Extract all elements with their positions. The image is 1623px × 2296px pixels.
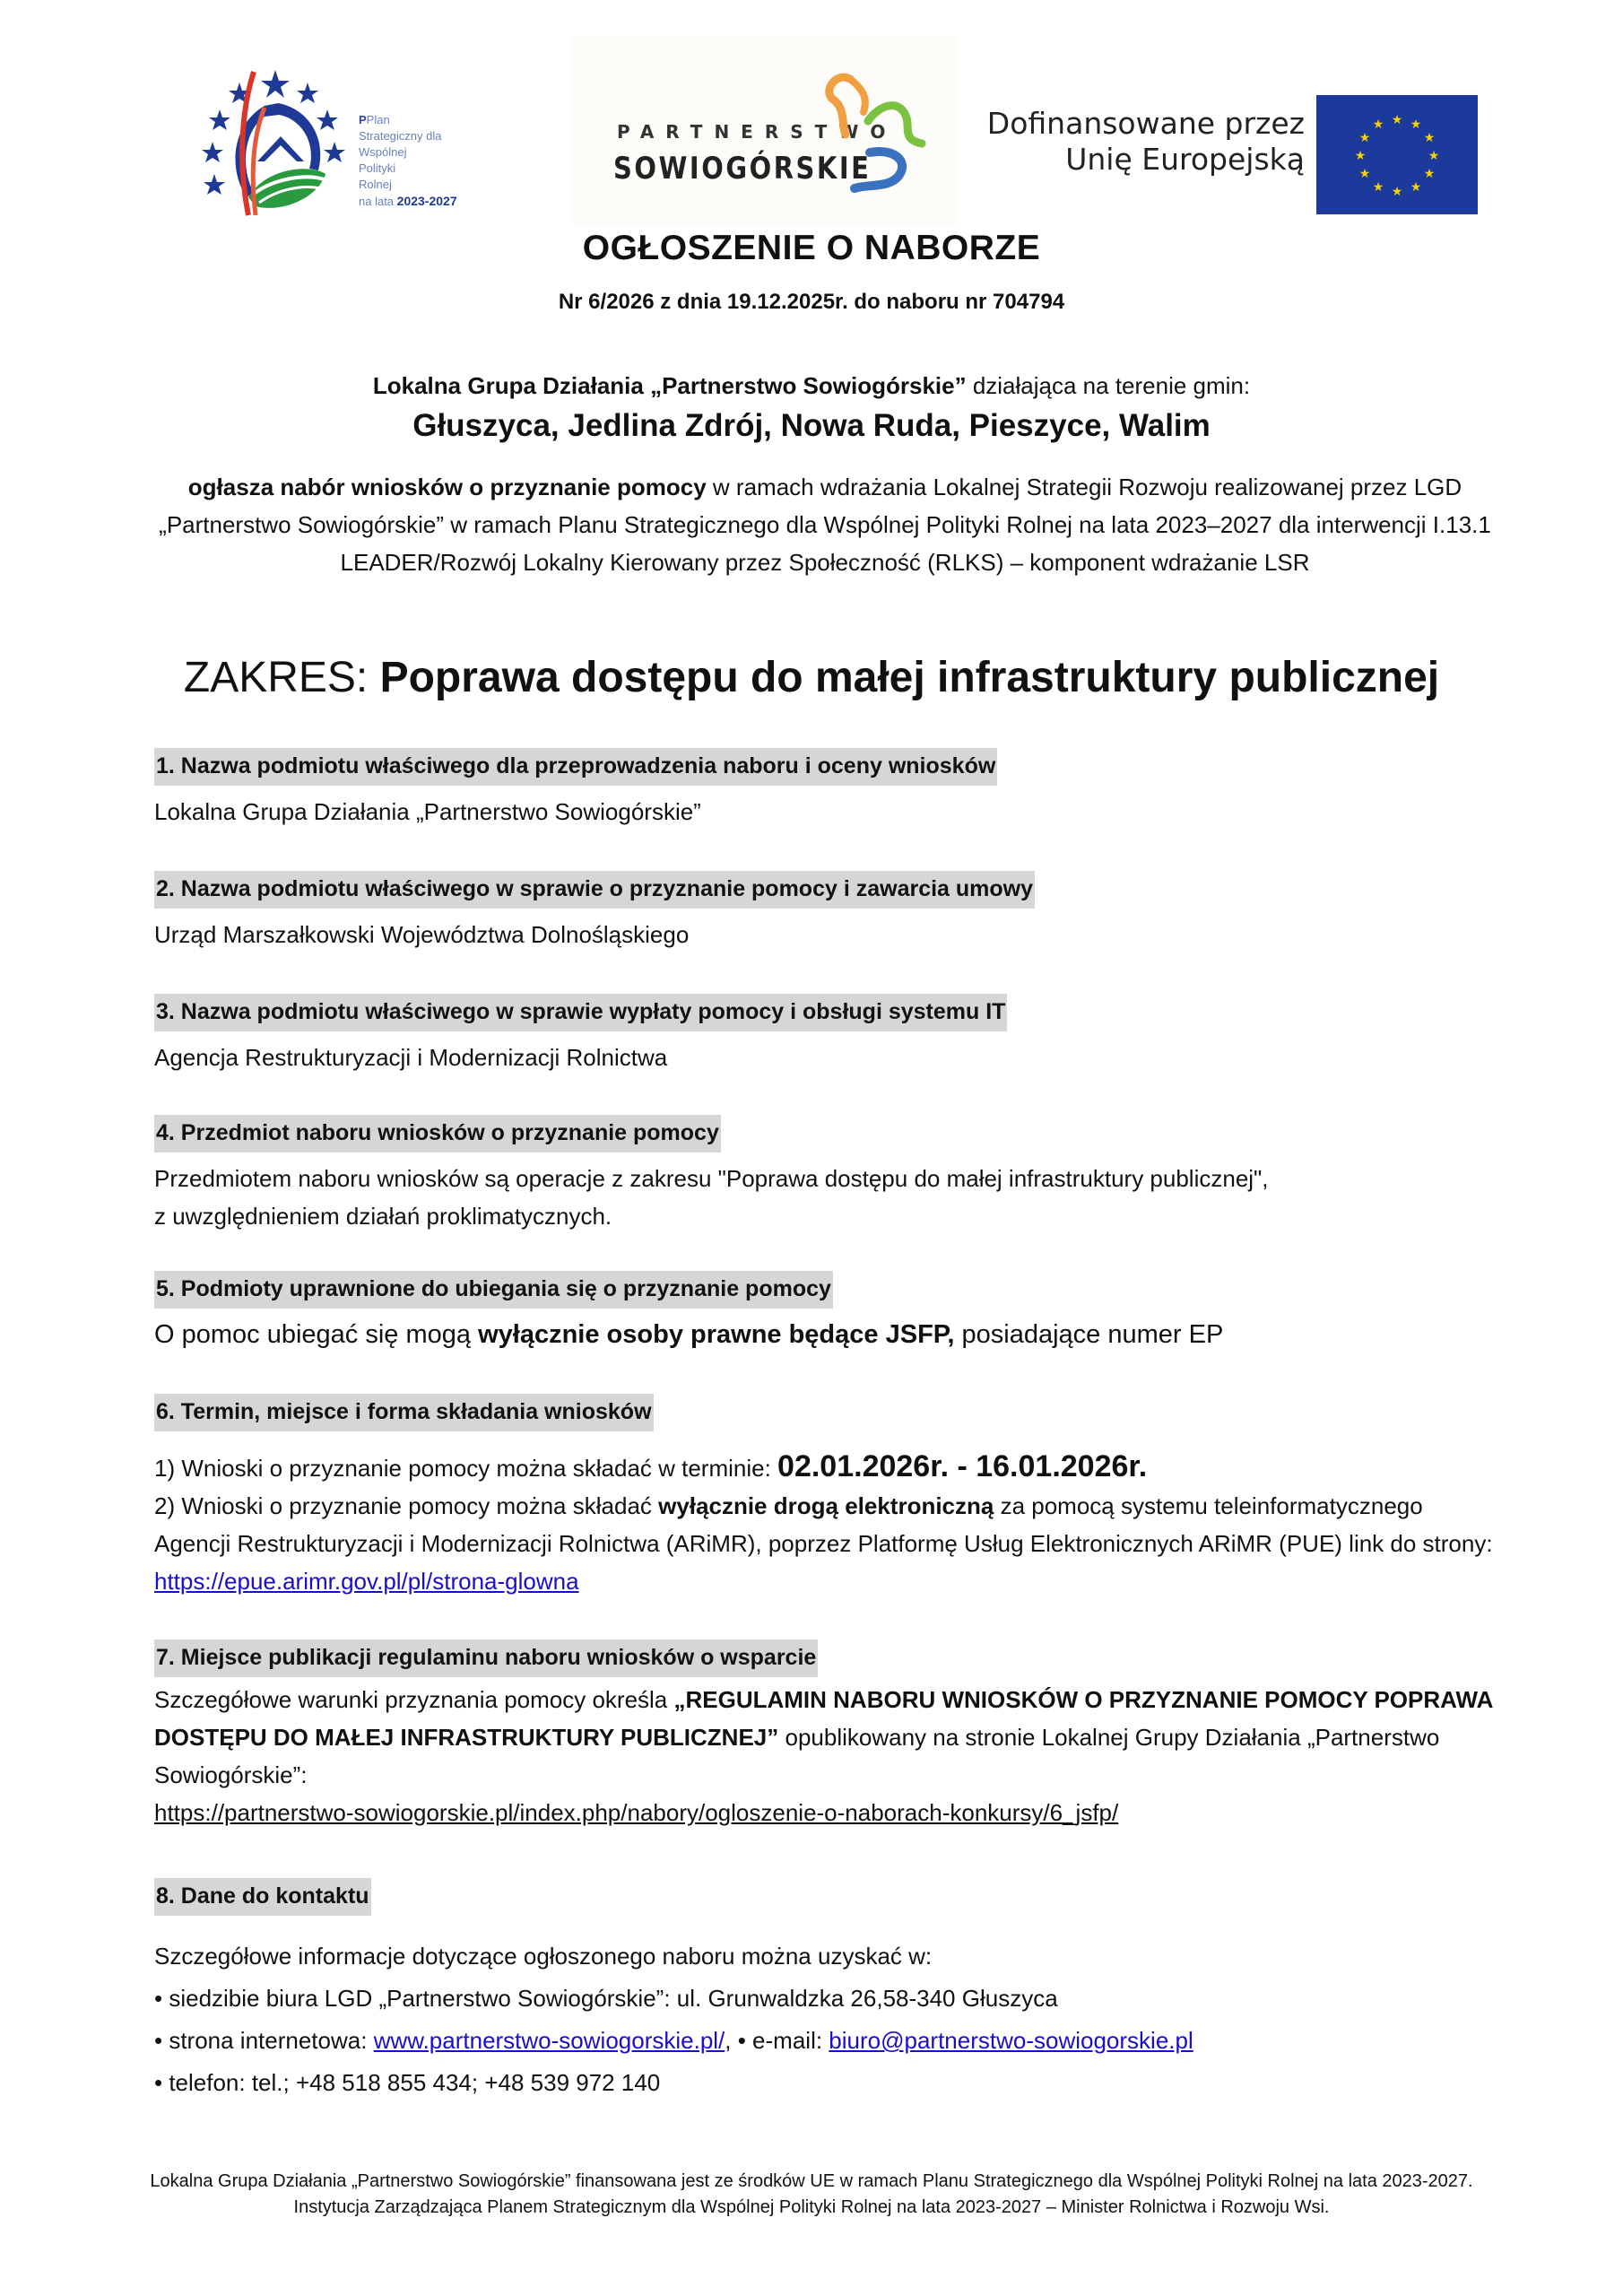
svg-text:★: ★ xyxy=(1391,113,1403,127)
section-3-heading: 3. Nazwa podmiotu właściwego w sprawie wypłaty pomocy i obsługi systemu IT xyxy=(154,994,1007,1031)
footer-note: Lokalna Grupa Działania „Partnerstwo Sowiogórskie” finansowana jest ze środków UE w ramach Planu Strategicznego dla Wspólnej Polityki Rolnej na lata 2023-2027. Instytucja Zarządzająca Planem Strategicznym dla Wspólnej Polityki Rolnej na lata 2023-2027 – Minister Rolnictwa i Rozwoju Wsi. xyxy=(150,2171,1473,2217)
page-title: OGŁOSZENIE O NABORZE xyxy=(582,229,1041,267)
website-link[interactable]: www.partnerstwo-sowiogorskie.pl/ xyxy=(373,2027,725,2054)
epue-link[interactable]: https://epue.arimr.gov.pl/pl/strona-glowna xyxy=(154,1568,579,1595)
svg-text:★: ★ xyxy=(1354,149,1367,163)
section-7 xyxy=(154,1639,1499,1831)
plan-strategiczny-text: PPlan Strategiczny dla Wspólnej Polityki Rolnej na lata 2023-2027 xyxy=(359,113,457,208)
submission-period: 1) Wnioski o przyznanie pomocy można składać w terminie: 02.01.2026r. - 16.01.2026r. xyxy=(154,1449,1148,1483)
logo-partnerstwo-sowiogorskie xyxy=(572,36,958,224)
section-2-heading: 2. Nazwa podmiotu właściwego w sprawie o przyznanie pomocy i zawarcia umowy xyxy=(154,871,1035,909)
contact-intro: Szczegółowe informacje dotyczące ogłoszonego naboru można uzyskać w: xyxy=(154,1943,933,1970)
section-6-body xyxy=(154,1448,1499,1600)
lgd-logo-word2: SOWIOGÓRSKIE xyxy=(613,151,872,187)
section-8-body xyxy=(154,1935,1499,2104)
municipalities: Głuszyca, Jedlina Zdrój, Nowa Ruda, Pieszyce, Walim xyxy=(412,408,1211,443)
plan-strategiczny-emblem-icon xyxy=(193,63,354,220)
lgd-logo-word1: PARTNERSTWO xyxy=(617,121,898,143)
submission-method: 2) Wnioski o przyznanie pomocy można składać wyłącznie drogą elektroniczną za pomocą systemu teleinformatycznego Agencji Restrukturyzacji i Modernizacji Rolnictwa (ARiMR), poprzez Platformę Usług Elektronicznych ARiMR (PUE) link do strony: https://epue.arimr.gov.pl/pl/strona-glowna xyxy=(154,1492,1493,1595)
section-2-body: Urząd Marszałkowski Województwa Dolnośląskiego xyxy=(154,921,690,948)
section-6-heading: 6. Termin, miejsce i forma składania wniosków xyxy=(154,1394,654,1431)
scope-heading: ZAKRES: Poprawa dostępu do małej infrastruktury publicznej xyxy=(183,654,1440,701)
section-3-body: Agencja Restrukturyzacji i Modernizacji Rolnictwa xyxy=(154,1044,668,1071)
svg-text:★: ★ xyxy=(1410,180,1422,195)
eu-funding-text: Dofinansowane przez Unię Europejską xyxy=(986,106,1305,177)
regulation-link[interactable]: https://partnerstwo-sowiogorskie.pl/index.php/nabory/ogloszenie-o-naborach-konkursy/6_jsfp/ xyxy=(154,1799,1119,1826)
section-1-heading: 1. Nazwa podmiotu właściwego dla przeprowadzenia naboru i oceny wniosków xyxy=(154,748,997,786)
svg-text:★: ★ xyxy=(1423,131,1436,145)
section-2 xyxy=(154,871,1499,953)
svg-text:★: ★ xyxy=(1372,117,1384,132)
svg-text:★: ★ xyxy=(1358,167,1371,181)
svg-text:★: ★ xyxy=(1358,131,1371,145)
svg-text:★: ★ xyxy=(1428,149,1440,163)
logo-plan-strategiczny xyxy=(193,63,498,220)
contact-address: • siedzibie biura LGD „Partnerstwo Sowiogórskie”: ul. Grunwaldzka 26,58-340 Głuszyca xyxy=(154,1985,1058,2012)
section-4-body: Przedmiotem naboru wniosków są operacje z zakresu "Poprawa dostępu do małej infrastruktury publicznej", z uwzględnieniem działań proklimatycznych. xyxy=(154,1165,1269,1230)
logo-eu-funding xyxy=(986,81,1488,215)
section-5 xyxy=(154,1271,1499,1353)
section-6 xyxy=(154,1394,1499,1600)
section-4-heading: 4. Przedmiot naboru wniosków o przyznanie pomocy xyxy=(154,1115,721,1152)
section-3 xyxy=(154,994,1499,1076)
logo-bar xyxy=(0,36,1623,224)
section-8-heading: 8. Dane do kontaktu xyxy=(154,1878,371,1916)
section-1-body: Lokalna Grupa Działania „Partnerstwo Sowiogórskie” xyxy=(154,798,701,825)
section-8 xyxy=(154,1878,1499,2104)
section-7-body: Szczegółowe warunki przyznania pomocy określa „REGULAMIN NABORU WNIOSKÓW O PRZYZNANIE POMOCY POPRAWA DOSTĘPU DO MAŁEJ INFRASTRUKTURY PUBLICZNEJ” opublikowany na stronie Lokalnej Grupy Działania „Partnerstwo Sowiogórskie”: https://partnerstwo-sowiogorskie.pl/index.php/nabory/ogloszenie-o-naborach-konkursy/6_jsfp/ xyxy=(154,1686,1493,1826)
announcement-number: Nr 6/2026 z dnia 19.12.2025r. do naboru nr 704794 xyxy=(558,290,1065,314)
section-5-heading: 5. Podmioty uprawnione do ubiegania się o przyznanie pomocy xyxy=(154,1271,833,1309)
intro-line: Lokalna Grupa Działania „Partnerstwo Sowiogórskie” działająca na terenie gmin: xyxy=(372,372,1251,399)
section-1 xyxy=(154,748,1499,831)
svg-text:★: ★ xyxy=(1391,185,1403,199)
email-link[interactable]: biuro@partnerstwo-sowiogorskie.pl xyxy=(829,2027,1193,2054)
date-to: 16.01.2026r. xyxy=(976,1449,1148,1483)
contact-web: • strona internetowa: www.partnerstwo-sowiogorskie.pl/, • e-mail: biuro@partnerstwo-sowiogorskie.pl xyxy=(154,2027,1193,2054)
svg-text:★: ★ xyxy=(1410,117,1422,132)
contact-phone: • telefon: tel.; +48 518 855 434; +48 539 972 140 xyxy=(154,2069,661,2096)
svg-text:★: ★ xyxy=(1372,180,1384,195)
section-7-heading: 7. Miejsce publikacji regulaminu naboru wniosków o wsparcie xyxy=(154,1639,818,1677)
announcement-text: ogłasza nabór wniosków o przyznanie pomocy w ramach wdrażania Lokalnej Strategii Rozwoju realizowanej przez LGD „Partnerstwo Sowiogórskie” w ramach Planu Strategicznego dla Wspólnej Polityki Rolnej na lata 2023–2027 dla interwencji I.13.1 LEADER/Rozwój Lokalny Kierowany przez Społeczność (RLKS) – komponent wdrażanie LSR xyxy=(159,474,1491,576)
date-from: 02.01.2026r. xyxy=(777,1449,950,1483)
lgd-ribbon-icon xyxy=(814,72,949,197)
section-5-body: O pomoc ubiegać się mogą wyłącznie osoby prawne będące JSFP, posiadające numer EP xyxy=(154,1320,1224,1349)
eu-flag-icon xyxy=(1316,95,1478,214)
svg-text:★: ★ xyxy=(1423,167,1436,181)
section-4 xyxy=(154,1115,1499,1235)
